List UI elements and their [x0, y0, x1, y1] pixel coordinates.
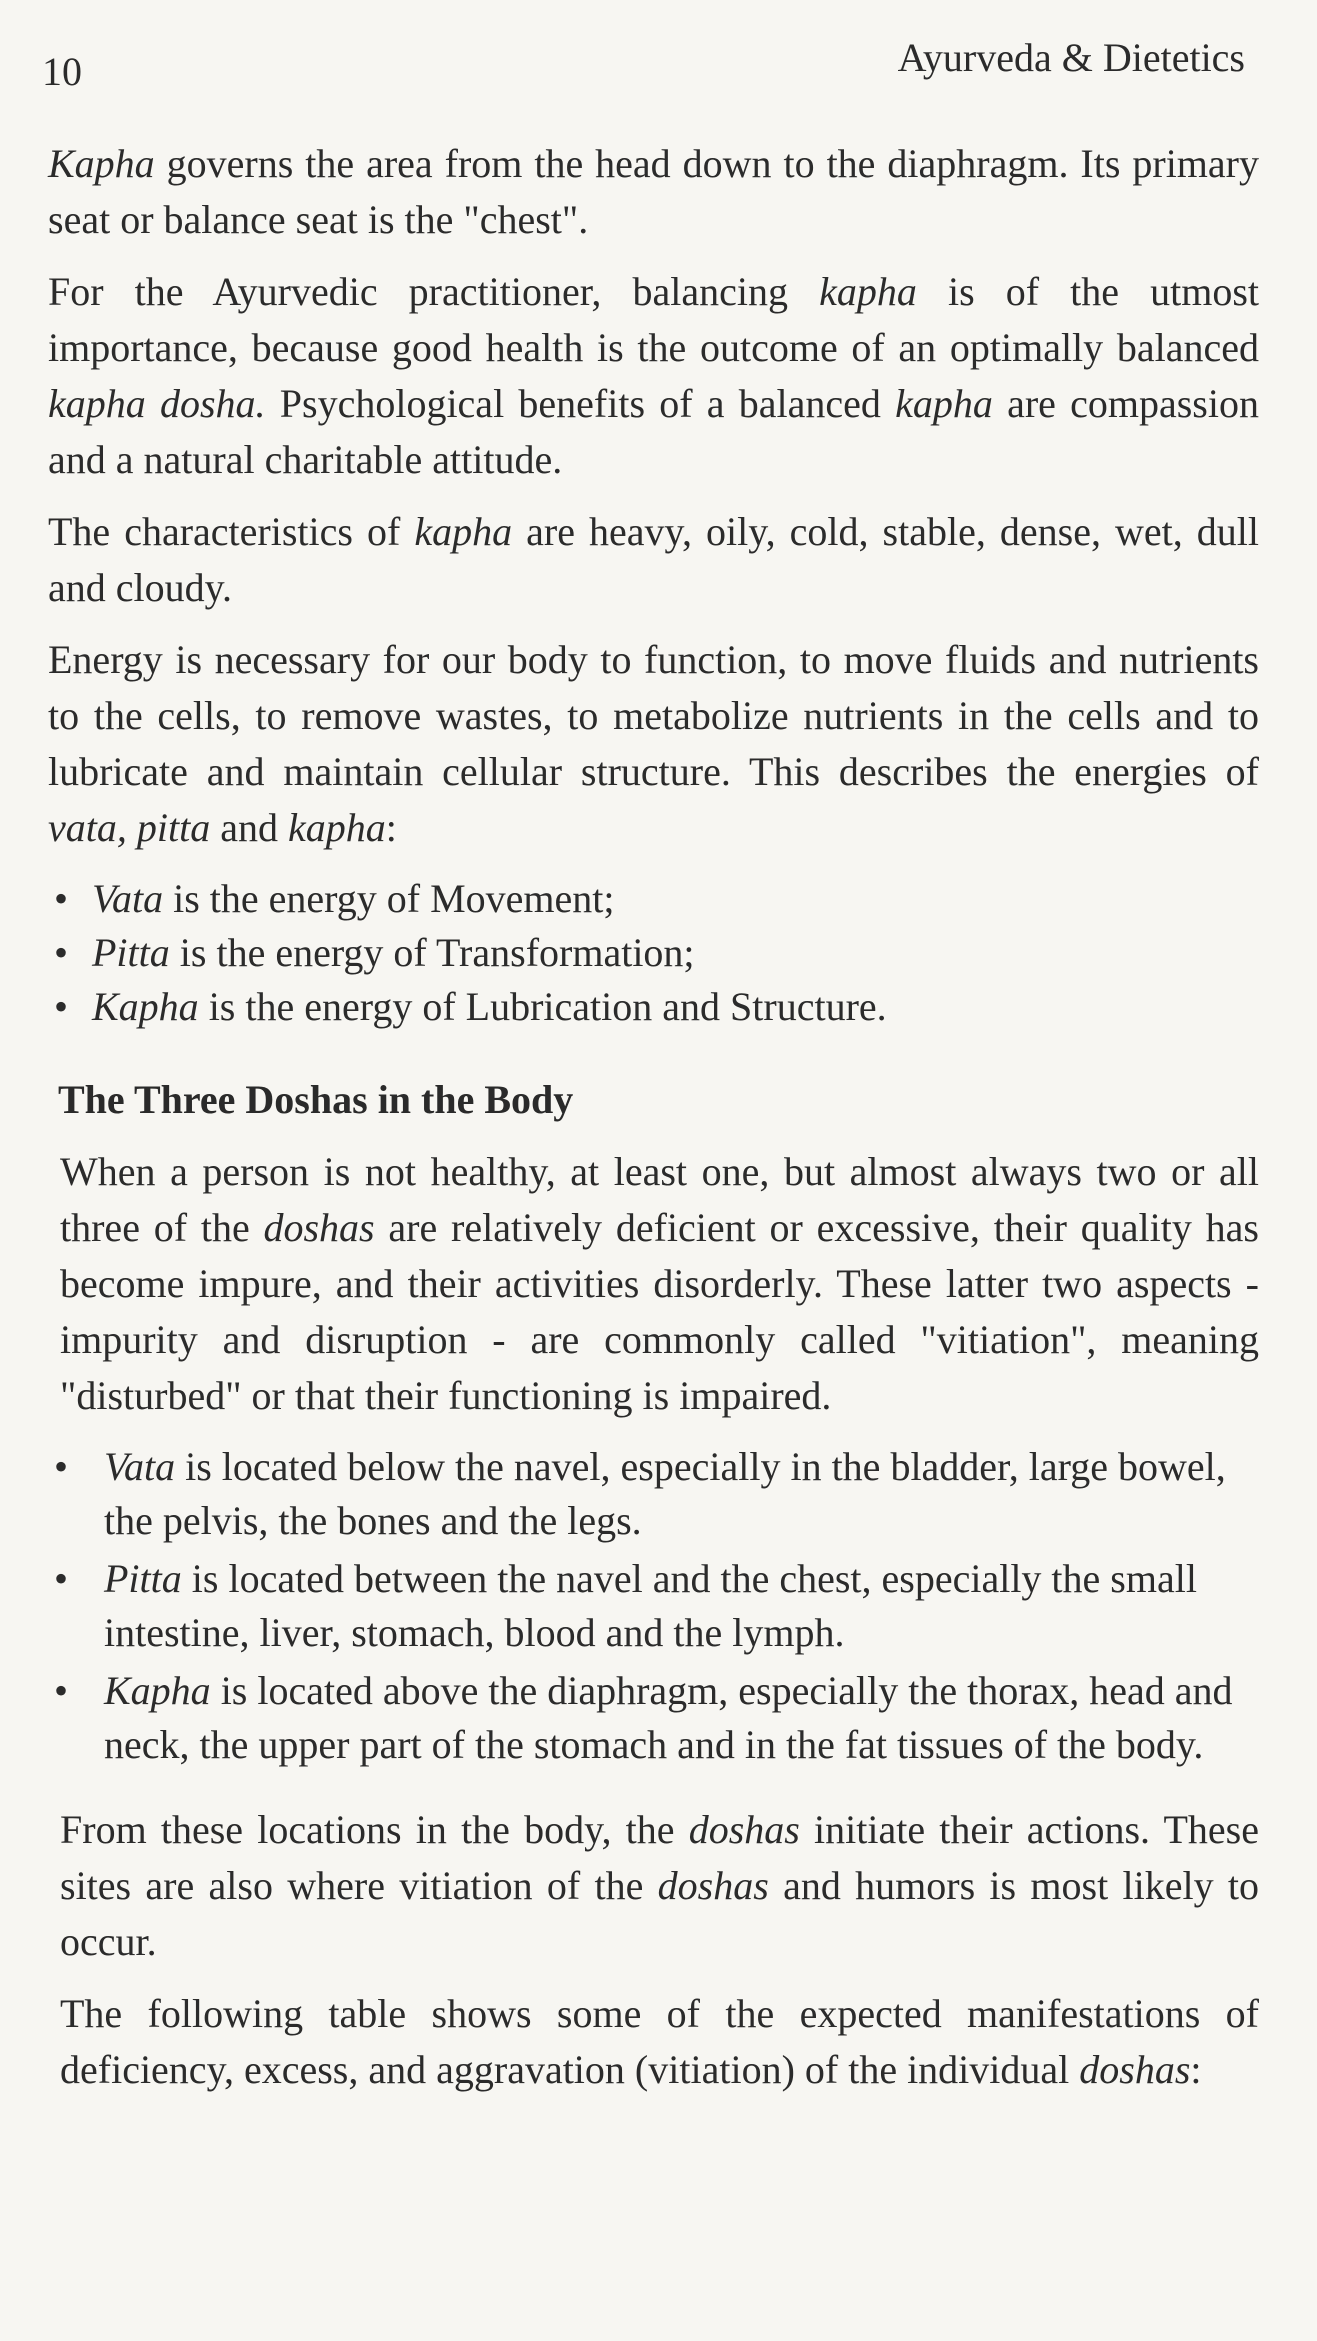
paragraph-text: Energy is necessary for our body to function, to move fluids and nutrients to the cells, to remove wastes, to metabolize nutrients in the cells and to lubricate and maintain cellular structure. This describes the energies of	[48, 637, 1259, 794]
list-item-text: is the energy of Transformation;	[169, 930, 695, 975]
bullet-icon: •	[54, 876, 69, 921]
list-item	[48, 1664, 1259, 1772]
term-vata-pitta: vata, pitta	[48, 805, 211, 850]
paragraph-text: The following table shows some of the expected manifestations of deficiency, excess, and aggravation (vitiation) of the individual	[60, 1991, 1259, 2092]
paragraph-kapha-area	[48, 136, 1259, 248]
page-number: 10	[42, 49, 82, 94]
paragraph-text: are heavy, oily, cold, stable, dense, wet, dull and cloudy.	[48, 509, 1260, 610]
list-item	[48, 980, 1259, 1034]
term-kapha: Kapha	[48, 141, 155, 186]
term-pitta: Pitta	[104, 1556, 182, 1601]
term-kapha: kapha	[819, 269, 917, 314]
paragraph-text: Psychological benefits of a balanced	[265, 381, 896, 426]
paragraph-text: and humors is most likely to occur.	[60, 1863, 1259, 1964]
bullet-icon: •	[54, 984, 69, 1029]
term-vata: Vata	[104, 1444, 176, 1489]
paragraph-text: are relatively deficient or excessive, their quality has become impure, and their activities disorderly. These latter two aspects - impurity and disruption - are commonly called "vitiation", meaning "disturbed" or that their functioning is impaired.	[60, 1205, 1259, 1418]
paragraph-text: :	[1190, 2047, 1202, 2092]
term-doshas: doshas	[1079, 2047, 1191, 2092]
paragraph-text: initiate their actions. These sites are also where vitiation of the	[60, 1807, 1259, 1908]
term-kapha: Kapha	[104, 1668, 211, 1713]
running-title: Ayurveda & Dietetics	[897, 35, 1245, 80]
list-item	[48, 1440, 1259, 1548]
paragraph-text: are compassion and a natural charitable attitude.	[48, 381, 1259, 482]
term-kapha: kapha	[287, 805, 386, 850]
page-body	[48, 136, 1259, 2114]
list-item	[48, 872, 1259, 926]
term-doshas: doshas	[263, 1205, 375, 1250]
paragraph-text: From these locations in the body, the	[60, 1807, 689, 1852]
term-kapha: kapha	[414, 509, 513, 554]
paragraph-text: and	[210, 805, 288, 850]
bullet-icon: •	[54, 1556, 69, 1601]
term-kapha: Kapha	[92, 984, 199, 1029]
list-item	[48, 926, 1259, 980]
term-vata: Vata	[92, 876, 164, 921]
paragraph-kapha-characteristics	[48, 504, 1259, 616]
term-doshas: doshas	[688, 1807, 800, 1852]
paragraph-balancing-kapha	[48, 264, 1259, 488]
list-item-text: is located below the navel, especially in the bladder, large bowel, the pelvis, the bones and the legs.	[104, 1444, 1226, 1543]
list-item	[48, 1552, 1259, 1660]
term-doshas: doshas	[657, 1863, 769, 1908]
term-pitta: Pitta	[92, 930, 170, 975]
term-kapha: kapha	[895, 381, 993, 426]
energy-list	[48, 872, 1259, 1034]
paragraph-text: governs the area from the head down to the diaphragm. Its primary seat or balance seat is the "chest".	[48, 141, 1259, 242]
paragraph-text: :	[385, 805, 397, 850]
location-list	[48, 1440, 1259, 1772]
list-item-text: is located above the diaphragm, especially the thorax, head and neck, the upper part of the stomach and in the fat tissues of the body.	[104, 1668, 1233, 1767]
list-item-text: is the energy of Movement;	[163, 876, 615, 921]
list-item-text: is the energy of Lubrication and Structure.	[198, 984, 887, 1029]
section-heading: The Three Doshas in the Body	[58, 1077, 574, 1122]
paragraph-text: The characteristics of	[48, 509, 415, 554]
paragraph-energy	[48, 632, 1259, 856]
bullet-icon: •	[54, 1668, 69, 1713]
paragraph-locations	[48, 1802, 1259, 1970]
bullet-icon: •	[54, 1444, 69, 1489]
paragraph-text: is of the utmost importance, because good health is the outcome of an optimally balanced	[48, 269, 1260, 370]
bullet-icon: •	[54, 930, 69, 975]
term-kapha-dosha: kapha dosha.	[48, 381, 266, 426]
list-item-text: is located between the navel and the chest, especially the small intestine, liver, stomach, blood and the lymph.	[104, 1556, 1197, 1655]
paragraph-text: For the Ayurvedic practitioner, balancing	[48, 269, 820, 314]
paragraph-not-healthy	[48, 1144, 1259, 1424]
paragraph-table-intro	[48, 1986, 1259, 2098]
paragraph-text: When a person is not healthy, at least one, but almost always two or all three of the	[60, 1149, 1259, 1250]
page-header	[42, 34, 1245, 94]
